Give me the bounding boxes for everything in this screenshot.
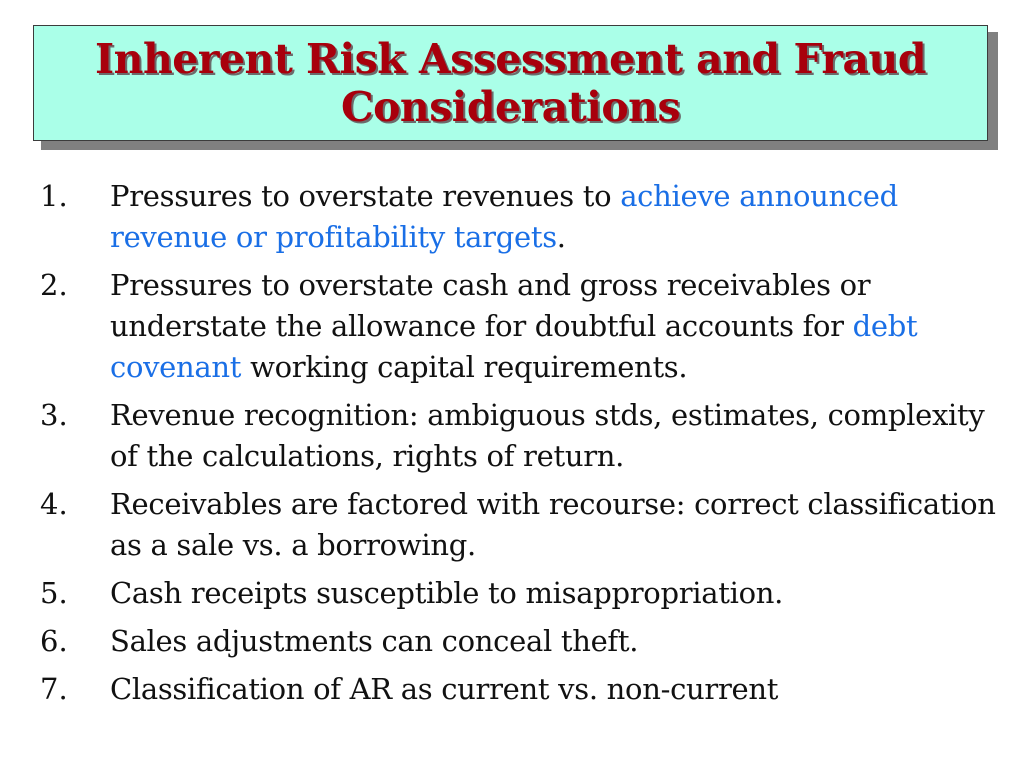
list-item xyxy=(40,265,1000,388)
item-text-before: Pressures to overstate cash and gross receivables or understate the allowance for doubtful accounts for xyxy=(110,268,871,343)
list-item xyxy=(40,484,1000,566)
item-number: 7. xyxy=(40,672,68,706)
item-number: 3. xyxy=(40,398,68,432)
item-text-after: working capital requirements. xyxy=(241,350,688,384)
item-text-after: . xyxy=(556,220,566,254)
list-item xyxy=(40,669,1000,710)
item-text: Receivables are factored with recourse: correct classification as a sale vs. a borrowing. xyxy=(110,487,996,562)
item-text-before: Pressures to overstate revenues to xyxy=(110,179,621,213)
item-number: 2. xyxy=(40,268,68,302)
item-text xyxy=(110,176,1000,258)
slide-title: Inherent Risk Assessment and Fraud Considerations xyxy=(94,35,927,131)
item-number: 1. xyxy=(40,179,68,213)
list-item xyxy=(40,395,1000,477)
item-text: Sales adjustments can conceal theft. xyxy=(110,624,639,658)
item-text: Classification of AR as current vs. non-current xyxy=(110,672,779,706)
list-item xyxy=(40,176,1000,258)
title-box xyxy=(33,25,988,141)
item-text: Cash receipts susceptible to misappropriation. xyxy=(110,576,784,610)
item-number: 4. xyxy=(40,487,68,521)
list-item xyxy=(40,573,1000,614)
considerations-list xyxy=(40,176,1000,717)
item-highlight: debt covenant xyxy=(110,309,918,384)
item-highlight: achieve announced revenue or profitability targets xyxy=(110,179,898,254)
list-item xyxy=(40,621,1000,662)
item-number: 6. xyxy=(40,624,68,658)
item-text: Revenue recognition: ambiguous stds, estimates, complexity of the calculations, rights of return. xyxy=(110,398,985,473)
item-number: 5. xyxy=(40,576,68,610)
item-text xyxy=(110,265,1000,388)
